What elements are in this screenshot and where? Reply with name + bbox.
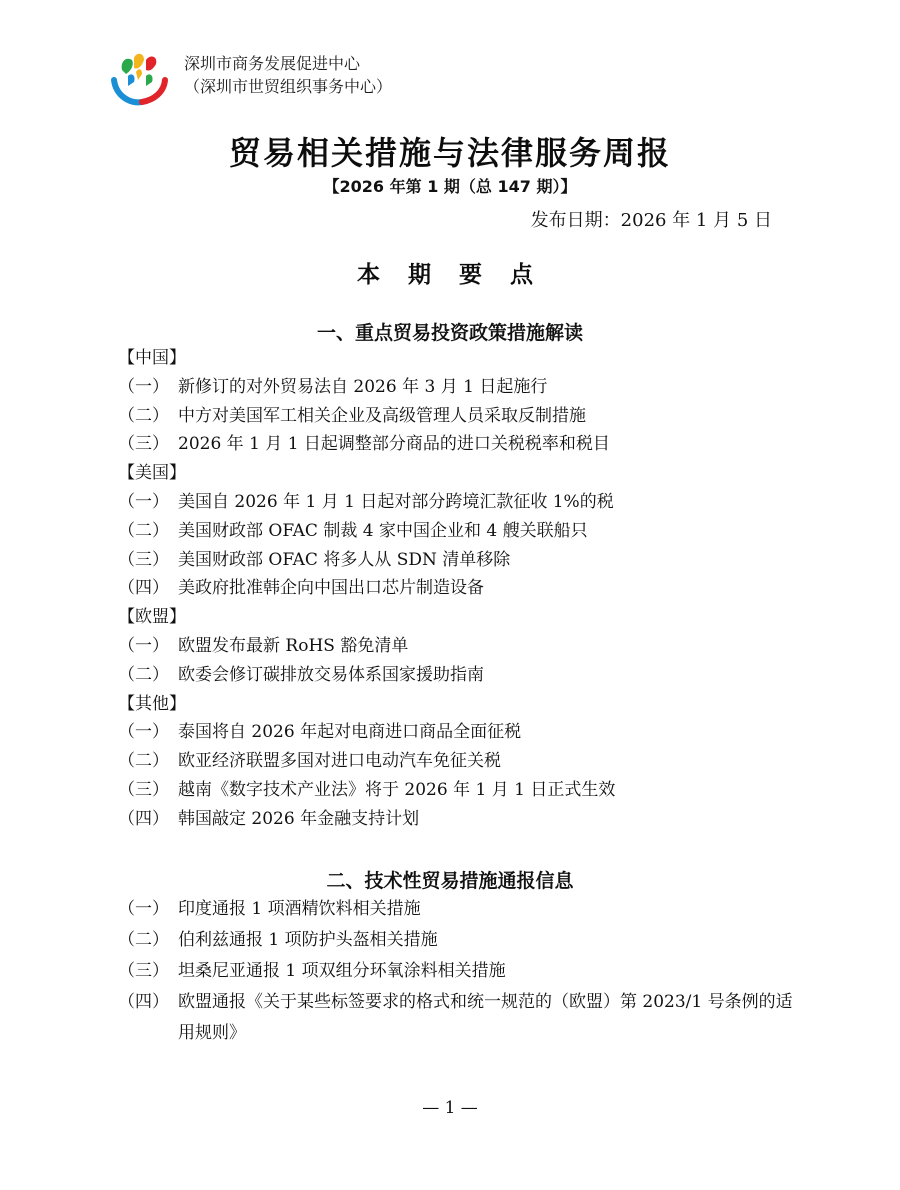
item-number: （二） — [118, 751, 169, 772]
item-number: （四） — [118, 808, 169, 829]
group-label-other: 【其他】 — [118, 693, 186, 714]
item-text: 欧盟发布最新 RoHS 豁免清单 — [178, 635, 409, 656]
list-item — [118, 987, 798, 1043]
list-item — [118, 894, 798, 925]
group-label-usa: 【美国】 — [118, 463, 186, 484]
page-number: — 1 — — [422, 1098, 478, 1118]
item-text: 美国财政部 OFAC 制裁 4 家中国企业和 4 艘关联船只 — [178, 520, 588, 541]
list-item — [118, 805, 798, 834]
item-number: （四） — [118, 992, 169, 1012]
issue-number: 【2026 年第 1 期（总 147 期）】 — [323, 177, 577, 196]
list-item — [118, 718, 798, 747]
item-number: （二） — [118, 664, 169, 685]
section1-heading: 一、重点贸易投资政策措施解读 — [316, 322, 583, 344]
item-number: （二） — [118, 405, 169, 426]
list-item — [118, 430, 798, 459]
list-item — [118, 776, 798, 805]
section1-list — [118, 344, 798, 834]
item-number: （一） — [118, 376, 169, 397]
item-number: （二） — [118, 930, 169, 950]
item-text: 新修订的对外贸易法自 2026 年 3 月 1 日起施行 — [178, 376, 548, 397]
item-text: 美国自 2026 年 1 月 1 日起对部分跨境汇款征收 1%的税 — [178, 491, 614, 512]
item-text: 中方对美国军工相关企业及高级管理人员采取反制措施 — [178, 405, 586, 426]
publish-date: 发布日期：2026 年 1 月 5 日 — [530, 210, 772, 231]
list-item — [118, 632, 798, 661]
document-title: 贸易相关措施与法律服务周报 — [228, 134, 671, 172]
item-number: （二） — [118, 520, 169, 541]
item-number: （一） — [118, 491, 169, 512]
item-text: 韩国敲定 2026 年金融支持计划 — [178, 808, 420, 829]
list-item — [118, 956, 798, 987]
org-name: 深圳市商务发展促进中心 — [184, 54, 361, 73]
item-number: （三） — [118, 961, 169, 981]
summary-heading: 本 期 要 点 — [356, 262, 544, 288]
list-item — [118, 574, 798, 603]
item-number: （一） — [118, 899, 169, 919]
list-item — [118, 925, 798, 956]
list-item — [118, 402, 798, 431]
item-number: （四） — [118, 578, 169, 599]
list-item — [118, 661, 798, 690]
list-item — [118, 747, 798, 776]
item-number: （三） — [118, 549, 169, 570]
item-number: （一） — [118, 722, 169, 743]
item-text: 伯利兹通报 1 项防护头盔相关措施 — [178, 930, 438, 950]
list-item — [118, 546, 798, 575]
item-number: （三） — [118, 779, 169, 800]
logo-icon — [108, 50, 170, 106]
item-text: 印度通报 1 项酒精饮料相关措施 — [178, 899, 421, 919]
item-text: 2026 年 1 月 1 日起调整部分商品的进口关税税率和税目 — [178, 434, 610, 455]
item-number: （一） — [118, 635, 169, 656]
item-text: 欧盟通报《关于某些标签要求的格式和统一规范的（欧盟）第 2023/1 号条例的适用规则》 — [178, 992, 793, 1043]
section2-heading: 二、技术性贸易措施通报信息 — [326, 870, 574, 892]
list-item — [118, 517, 798, 546]
list-item — [118, 373, 798, 402]
organization-name-block — [184, 52, 392, 98]
section2-list — [118, 894, 798, 1043]
item-text: 美国财政部 OFAC 将多人从 SDN 清单移除 — [178, 549, 511, 570]
group-label-china: 【中国】 — [118, 348, 186, 368]
item-text: 美政府批准韩企向中国出口芯片制造设备 — [178, 578, 484, 599]
item-text: 欧委会修订碳排放交易体系国家援助指南 — [178, 664, 484, 685]
list-item — [118, 488, 798, 517]
item-text: 泰国将自 2026 年起对电商进口商品全面征税 — [178, 722, 522, 743]
item-text: 越南《数字技术产业法》将于 2026 年 1 月 1 日正式生效 — [178, 779, 616, 800]
group-label-eu: 【欧盟】 — [118, 607, 186, 628]
item-text: 欧亚经济联盟多国对进口电动汽车免征关税 — [178, 751, 501, 772]
org-alias: （深圳市世贸组织事务中心） — [184, 77, 393, 96]
item-number: （三） — [118, 434, 169, 455]
item-text: 坦桑尼亚通报 1 项双组分环氧涂料相关措施 — [178, 961, 506, 981]
